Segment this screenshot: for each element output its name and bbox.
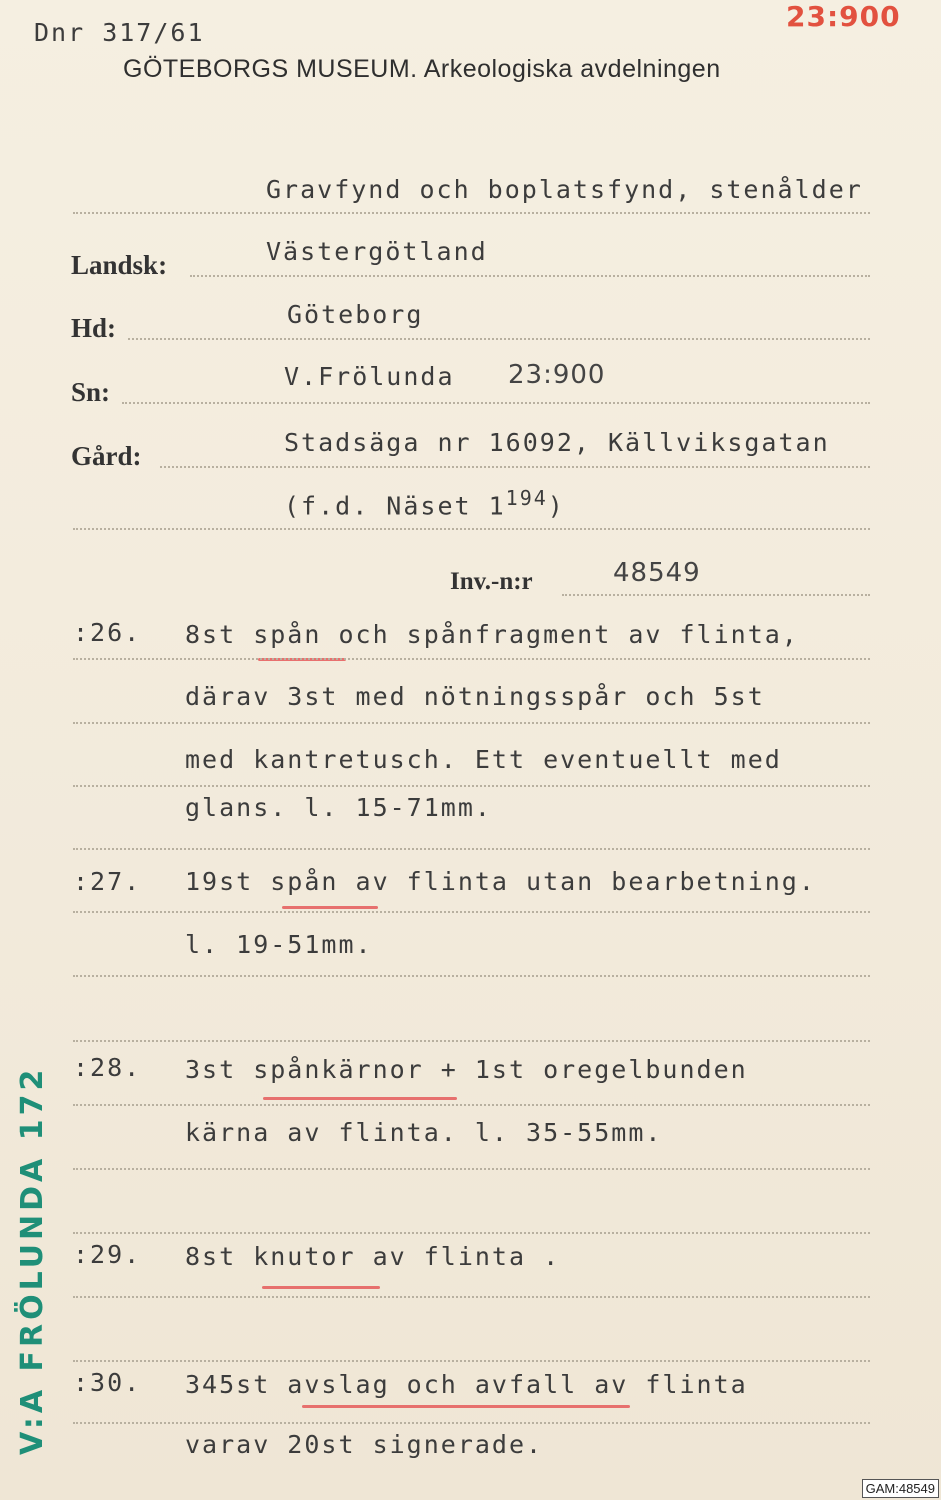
divider — [73, 1296, 870, 1298]
divider — [73, 975, 870, 977]
sn-label: Sn: — [71, 377, 111, 407]
sn-value: V.Frölunda — [284, 362, 455, 391]
divider — [562, 594, 870, 596]
divider — [73, 1168, 870, 1170]
entry-line: 8st spån och spånfragment av flinta, — [185, 620, 799, 649]
red-underline — [262, 1286, 380, 1289]
red-underline — [282, 906, 378, 909]
divider — [73, 1040, 870, 1042]
entry-line: l. 19-51mm. — [185, 930, 373, 959]
entry-line: 3st spånkärnor + 1st oregelbunden — [185, 1055, 748, 1084]
entry-number: :30. — [73, 1368, 142, 1397]
divider — [73, 1360, 870, 1362]
entry-number: :29. — [73, 1240, 142, 1269]
entry-line: 8st knutor av flinta . — [185, 1242, 561, 1271]
dnr-number: Dnr 317/61 — [34, 18, 205, 47]
entry-line: därav 3st med nötningsspår och 5st — [185, 682, 765, 711]
entry-line: med kantretusch. Ett eventuellt med — [185, 745, 782, 774]
entry-line: 19st spån av flinta utan bearbetning. — [185, 867, 816, 896]
hd-value: Göteborg — [287, 300, 424, 329]
divider — [73, 658, 870, 660]
divider — [73, 848, 870, 850]
divider — [190, 275, 870, 277]
gard-value-line2: (f.d. Näset $1^{194}$) — [284, 486, 565, 521]
image-id-badge: GAM:48549 — [862, 1479, 939, 1498]
category-text: Gravfynd och boplatsfynd, stenålder — [266, 175, 863, 204]
gard-superscript: 194 — [505, 486, 548, 510]
divider — [73, 1104, 870, 1106]
entry-number: :28. — [73, 1053, 142, 1082]
hd-label: Hd: — [71, 313, 117, 343]
entry-line: glans. l. 15-71mm. — [185, 793, 492, 822]
divider — [160, 466, 870, 468]
entry-line: 345st avslag och avfall av flinta — [185, 1370, 748, 1399]
gard-label: Gård: — [71, 441, 142, 471]
entry-number: :26. — [73, 618, 142, 647]
landsk-value: Västergötland — [266, 237, 488, 266]
red-underline — [263, 1097, 457, 1100]
divider — [73, 785, 870, 787]
stamp-number: 23:900 — [786, 0, 901, 33]
entry-line: kärna av flinta. l. 35-55mm. — [185, 1118, 663, 1147]
inv-label: Inv.-n:r — [450, 568, 533, 595]
side-note: V:A FRÖLUNDA 172 — [15, 1065, 50, 1455]
divider — [73, 911, 870, 913]
entry-line: varav 20st signerade. — [185, 1430, 544, 1459]
divider — [73, 1422, 870, 1424]
divider — [73, 528, 870, 530]
divider — [73, 1232, 870, 1234]
entry-number: :27. — [73, 867, 142, 896]
gard-value: Stadsäga nr 16092, Källviksgatan — [284, 428, 830, 457]
museum-title: GÖTEBORGS MUSEUM. Arkeologiska avdelningen — [123, 55, 721, 83]
divider — [73, 722, 870, 724]
inv-value: 48549 — [613, 558, 701, 588]
sn-number: 23:900 — [508, 360, 606, 390]
red-underline — [302, 1405, 630, 1408]
landsk-label: Landsk: — [71, 250, 168, 280]
divider — [73, 212, 870, 214]
divider — [122, 402, 870, 404]
divider — [128, 338, 870, 340]
